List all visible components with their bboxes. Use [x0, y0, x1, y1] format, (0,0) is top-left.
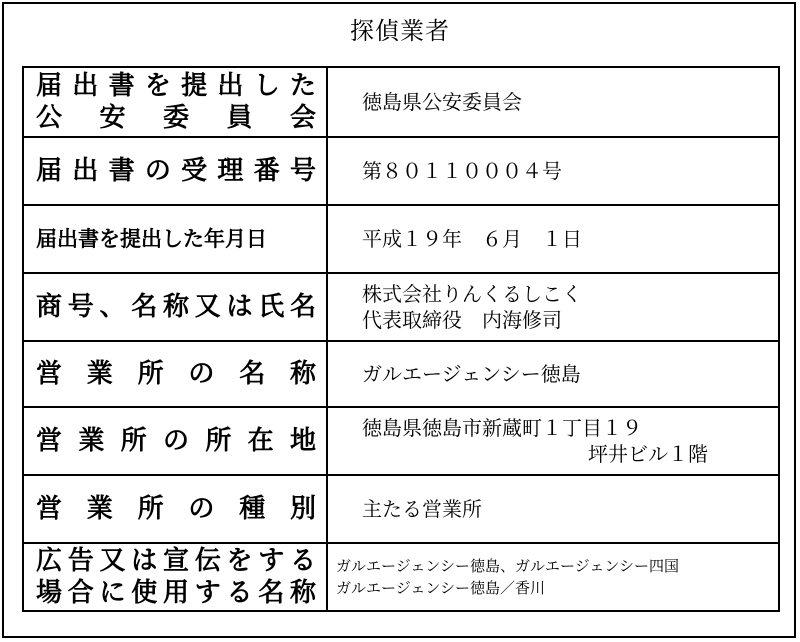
value-line: ガルエージェンシー徳島／香川	[336, 579, 546, 597]
row-value	[327, 543, 779, 611]
table-row	[23, 341, 779, 407]
row-label	[23, 407, 327, 475]
value-line: 平成１９年 ６月 １日	[362, 227, 582, 251]
row-label	[23, 273, 327, 341]
label-line: 場合に使用する名称	[36, 578, 316, 608]
label-line: 公 安 委 員 会	[36, 103, 316, 133]
row-label	[23, 341, 327, 407]
row-value	[327, 137, 779, 205]
value-line: 徳島県徳島市新蔵町１丁目１９	[362, 416, 642, 440]
value-line: 坪井ビル１階	[588, 442, 708, 466]
label-line: 届出書を提出した年月日	[36, 227, 267, 251]
row-value	[327, 407, 779, 475]
registration-table	[22, 66, 780, 612]
label-line: 届出書を提出した	[36, 71, 316, 101]
page-title: 探偵業者	[350, 17, 450, 45]
table-row	[23, 67, 779, 137]
row-value	[327, 205, 779, 273]
row-label	[23, 67, 327, 137]
row-value	[327, 273, 779, 341]
label-line: 広告又は宣伝をする	[36, 546, 316, 576]
value-line: ガルエージェンシー徳島、ガルエージェンシー四国	[336, 557, 680, 575]
row-value	[327, 475, 779, 543]
label-line: 営業所の種別	[36, 494, 316, 524]
table-row	[23, 407, 779, 475]
value-line: 徳島県公安委員会	[362, 90, 522, 114]
table-row	[23, 475, 779, 543]
value-line: ガルエージェンシー徳島	[362, 362, 581, 386]
table-row	[23, 137, 779, 205]
label-line: 届出書の受理番号	[36, 156, 316, 186]
row-value	[327, 341, 779, 407]
label-line: 商号、名称又は氏名	[36, 292, 316, 322]
table-row	[23, 273, 779, 341]
value-line: 第８０１１０００４号	[362, 159, 562, 183]
value-line: 主たる営業所	[362, 497, 482, 521]
row-label	[23, 543, 327, 611]
table-row	[23, 543, 779, 611]
row-label	[23, 475, 327, 543]
row-label	[23, 205, 327, 273]
label-line: 営業所の名称	[36, 359, 316, 389]
table-row	[23, 205, 779, 273]
value-line: 株式会社りんくるしこく	[362, 282, 582, 306]
row-label	[23, 137, 327, 205]
row-value	[327, 67, 779, 137]
value-line: 代表取締役 内海修司	[362, 308, 562, 332]
label-line: 営業所の所在地	[36, 426, 316, 456]
